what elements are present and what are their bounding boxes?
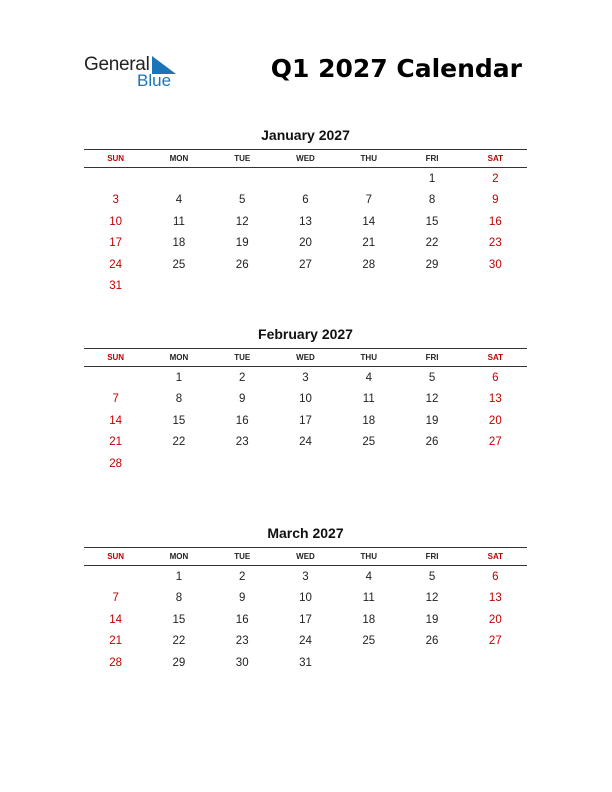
- day-cell: 15: [172, 613, 186, 626]
- day-cell: 11: [362, 393, 375, 406]
- week-row: [84, 432, 527, 454]
- day-cell: 29: [425, 258, 439, 271]
- week-row: [84, 190, 527, 212]
- week-row: [84, 475, 527, 497]
- day-cell: 21: [362, 237, 376, 250]
- day-cell: 12: [425, 393, 439, 406]
- day-cell: 22: [172, 436, 186, 449]
- day-cell: 10: [299, 592, 312, 605]
- day-cell: 14: [109, 613, 123, 626]
- day-cell: 25: [172, 258, 186, 271]
- day-cell: 11: [172, 215, 185, 228]
- day-cell: 6: [302, 194, 309, 207]
- weekday-header: SAT: [487, 353, 504, 362]
- day-cell: 10: [109, 215, 123, 228]
- week-row: [84, 211, 527, 233]
- day-cell: 13: [488, 393, 502, 406]
- week-row: [84, 588, 527, 610]
- day-cell: 23: [488, 237, 502, 250]
- week-row: [84, 674, 527, 696]
- weekday-header: FRI: [425, 353, 439, 362]
- weekday-header: TUE: [234, 154, 251, 163]
- week-row: [84, 276, 527, 298]
- day-cell: 18: [362, 613, 376, 626]
- day-cell: 24: [299, 436, 312, 449]
- day-cell: 17: [109, 237, 123, 250]
- weekday-header: MON: [169, 552, 189, 561]
- day-cell: 22: [425, 237, 439, 250]
- day-cell: 31: [299, 656, 312, 669]
- day-cell: 10: [299, 393, 312, 406]
- day-cell: 14: [362, 215, 376, 228]
- generalblue-logo: [84, 52, 184, 92]
- day-cell: 16: [235, 414, 249, 427]
- weekday-header: MON: [169, 154, 189, 163]
- day-cell: 12: [235, 215, 249, 228]
- day-cell: 22: [172, 635, 186, 648]
- day-cell: 1: [175, 570, 183, 583]
- weekday-header: WED: [296, 353, 315, 362]
- day-cell: 21: [109, 436, 123, 449]
- day-cell: 3: [112, 194, 119, 207]
- day-cell: 26: [235, 258, 249, 271]
- day-cell: 2: [492, 172, 499, 185]
- weekday-header: SUN: [107, 552, 125, 561]
- weekday-header-row: [84, 149, 527, 168]
- day-cell: 7: [365, 194, 372, 207]
- day-cell: 5: [428, 371, 436, 384]
- day-cell: 7: [112, 592, 119, 605]
- weekday-header: THU: [360, 353, 377, 362]
- day-cell: 31: [109, 280, 123, 293]
- page-title: Q1 2027 Calendar: [270, 54, 522, 83]
- day-grid: [84, 367, 527, 496]
- day-cell: 5: [428, 570, 436, 583]
- day-grid: [84, 566, 527, 695]
- day-cell: 12: [425, 592, 439, 605]
- week-row: [84, 631, 527, 653]
- day-cell: 15: [172, 414, 186, 427]
- day-cell: 30: [488, 258, 502, 271]
- week-row: [84, 609, 527, 631]
- day-cell: 26: [425, 635, 439, 648]
- day-cell: 3: [302, 570, 309, 583]
- day-cell: 29: [172, 656, 186, 669]
- weekday-header-row: [84, 547, 527, 566]
- weekday-header-row: [84, 348, 527, 367]
- day-cell: 30: [235, 656, 249, 669]
- day-cell: 6: [492, 570, 499, 583]
- day-cell: 20: [299, 237, 312, 250]
- day-cell: 25: [362, 436, 376, 449]
- day-cell: 28: [362, 258, 376, 271]
- day-cell: 8: [428, 194, 436, 207]
- day-cell: 20: [488, 414, 502, 427]
- day-cell: 14: [109, 414, 123, 427]
- day-cell: 19: [235, 237, 249, 250]
- day-cell: 9: [239, 592, 246, 605]
- day-cell: 8: [175, 393, 183, 406]
- day-cell: 9: [492, 194, 499, 207]
- day-cell: 5: [239, 194, 246, 207]
- day-cell: 6: [492, 371, 499, 384]
- month-calendar: [84, 125, 527, 297]
- day-cell: 17: [299, 613, 312, 626]
- week-row: [84, 566, 527, 588]
- weekday-header: SAT: [487, 154, 504, 163]
- day-cell: 8: [175, 592, 183, 605]
- day-cell: 7: [112, 393, 119, 406]
- month-title: March 2027: [267, 525, 344, 541]
- day-cell: 13: [488, 592, 502, 605]
- day-cell: 4: [365, 570, 372, 583]
- day-cell: 13: [299, 215, 312, 228]
- day-cell: 1: [175, 371, 183, 384]
- week-row: [84, 453, 527, 475]
- weekday-header: TUE: [234, 552, 251, 561]
- day-cell: 15: [425, 215, 439, 228]
- day-cell: 2: [239, 371, 246, 384]
- logo-text-blue: Blue: [137, 71, 172, 90]
- weekday-header: MON: [169, 353, 189, 362]
- day-cell: 28: [109, 656, 123, 669]
- day-cell: 18: [172, 237, 186, 250]
- week-row: [84, 233, 527, 255]
- day-cell: 28: [109, 457, 123, 470]
- day-cell: 27: [488, 635, 502, 648]
- day-cell: 2: [239, 570, 246, 583]
- weekday-header: SAT: [487, 552, 504, 561]
- day-cell: 17: [299, 414, 312, 427]
- day-grid: [84, 168, 527, 297]
- week-row: [84, 367, 527, 389]
- week-row: [84, 410, 527, 432]
- weekday-header: FRI: [425, 552, 439, 561]
- day-cell: 27: [299, 258, 312, 271]
- day-cell: 20: [488, 613, 502, 626]
- weekday-header: TUE: [234, 353, 251, 362]
- week-row: [84, 652, 527, 674]
- weekday-header: WED: [296, 154, 315, 163]
- weekday-header: THU: [360, 154, 377, 163]
- weekday-header: WED: [296, 552, 315, 561]
- day-cell: 23: [235, 436, 249, 449]
- weekday-header: SUN: [107, 154, 125, 163]
- day-cell: 24: [109, 258, 123, 271]
- weekday-header: FRI: [425, 154, 439, 163]
- day-cell: 26: [425, 436, 439, 449]
- day-cell: 4: [365, 371, 372, 384]
- month-calendar: [84, 523, 527, 695]
- day-cell: 19: [425, 414, 439, 427]
- weekday-header: THU: [360, 552, 377, 561]
- day-cell: 4: [175, 194, 183, 207]
- day-cell: 23: [235, 635, 249, 648]
- day-cell: 16: [488, 215, 502, 228]
- day-cell: 9: [239, 393, 246, 406]
- day-cell: 27: [488, 436, 502, 449]
- day-cell: 11: [362, 592, 375, 605]
- month-title: January 2027: [261, 127, 350, 143]
- day-cell: 25: [362, 635, 376, 648]
- week-row: [84, 254, 527, 276]
- day-cell: 24: [299, 635, 312, 648]
- week-row: [84, 389, 527, 411]
- month-title: February 2027: [258, 326, 353, 342]
- day-cell: 19: [425, 613, 439, 626]
- day-cell: 18: [362, 414, 376, 427]
- weekday-header: SUN: [107, 353, 125, 362]
- week-row: [84, 168, 527, 190]
- day-cell: 3: [302, 371, 309, 384]
- month-calendar: [84, 324, 527, 496]
- day-cell: 21: [109, 635, 123, 648]
- day-cell: 16: [235, 613, 249, 626]
- logo-text-general: General: [84, 54, 150, 75]
- day-cell: 1: [428, 172, 436, 185]
